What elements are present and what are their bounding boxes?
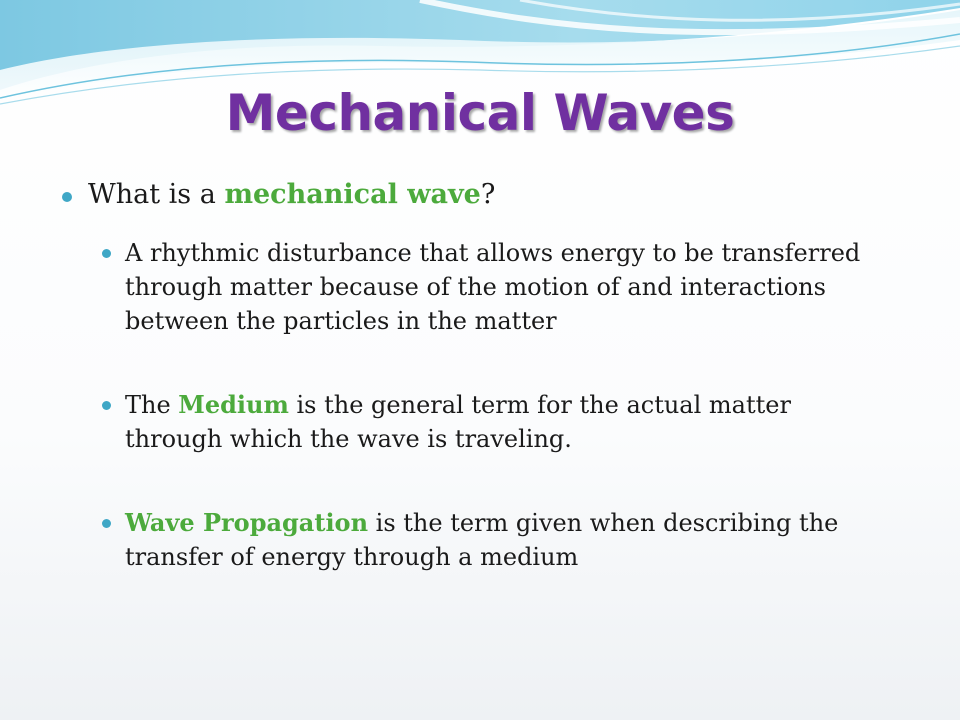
bullet-dot-icon xyxy=(102,401,111,410)
bullet-dot-icon xyxy=(102,249,111,258)
question-highlight: mechanical wave xyxy=(224,179,481,210)
bullet-propagation xyxy=(100,506,885,574)
propagation-highlight: Wave Propagation xyxy=(125,508,369,537)
medium-highlight: Medium xyxy=(178,390,289,419)
medium-text: is the general term for the actual matter through which the wave is traveling. xyxy=(125,391,791,453)
bullet-list xyxy=(60,178,910,598)
bullet-definition xyxy=(100,236,885,338)
question-prefix: What is a xyxy=(88,179,225,210)
definition-text: A rhythmic disturbance that allows energy to be transferred through matter because of the motion of and interactions between the particles in the matter xyxy=(125,239,861,335)
medium-prefix: The xyxy=(125,391,179,419)
question-suffix: ? xyxy=(480,179,496,210)
slide-title: Mechanical Waves xyxy=(225,84,735,142)
bullet-medium xyxy=(100,388,885,456)
bullet-dot-icon xyxy=(62,192,72,202)
propagation-text: is the term given when describing the transfer of energy through a medium xyxy=(125,509,839,571)
bullet-question xyxy=(60,178,910,212)
bullet-dot-icon xyxy=(102,519,111,528)
